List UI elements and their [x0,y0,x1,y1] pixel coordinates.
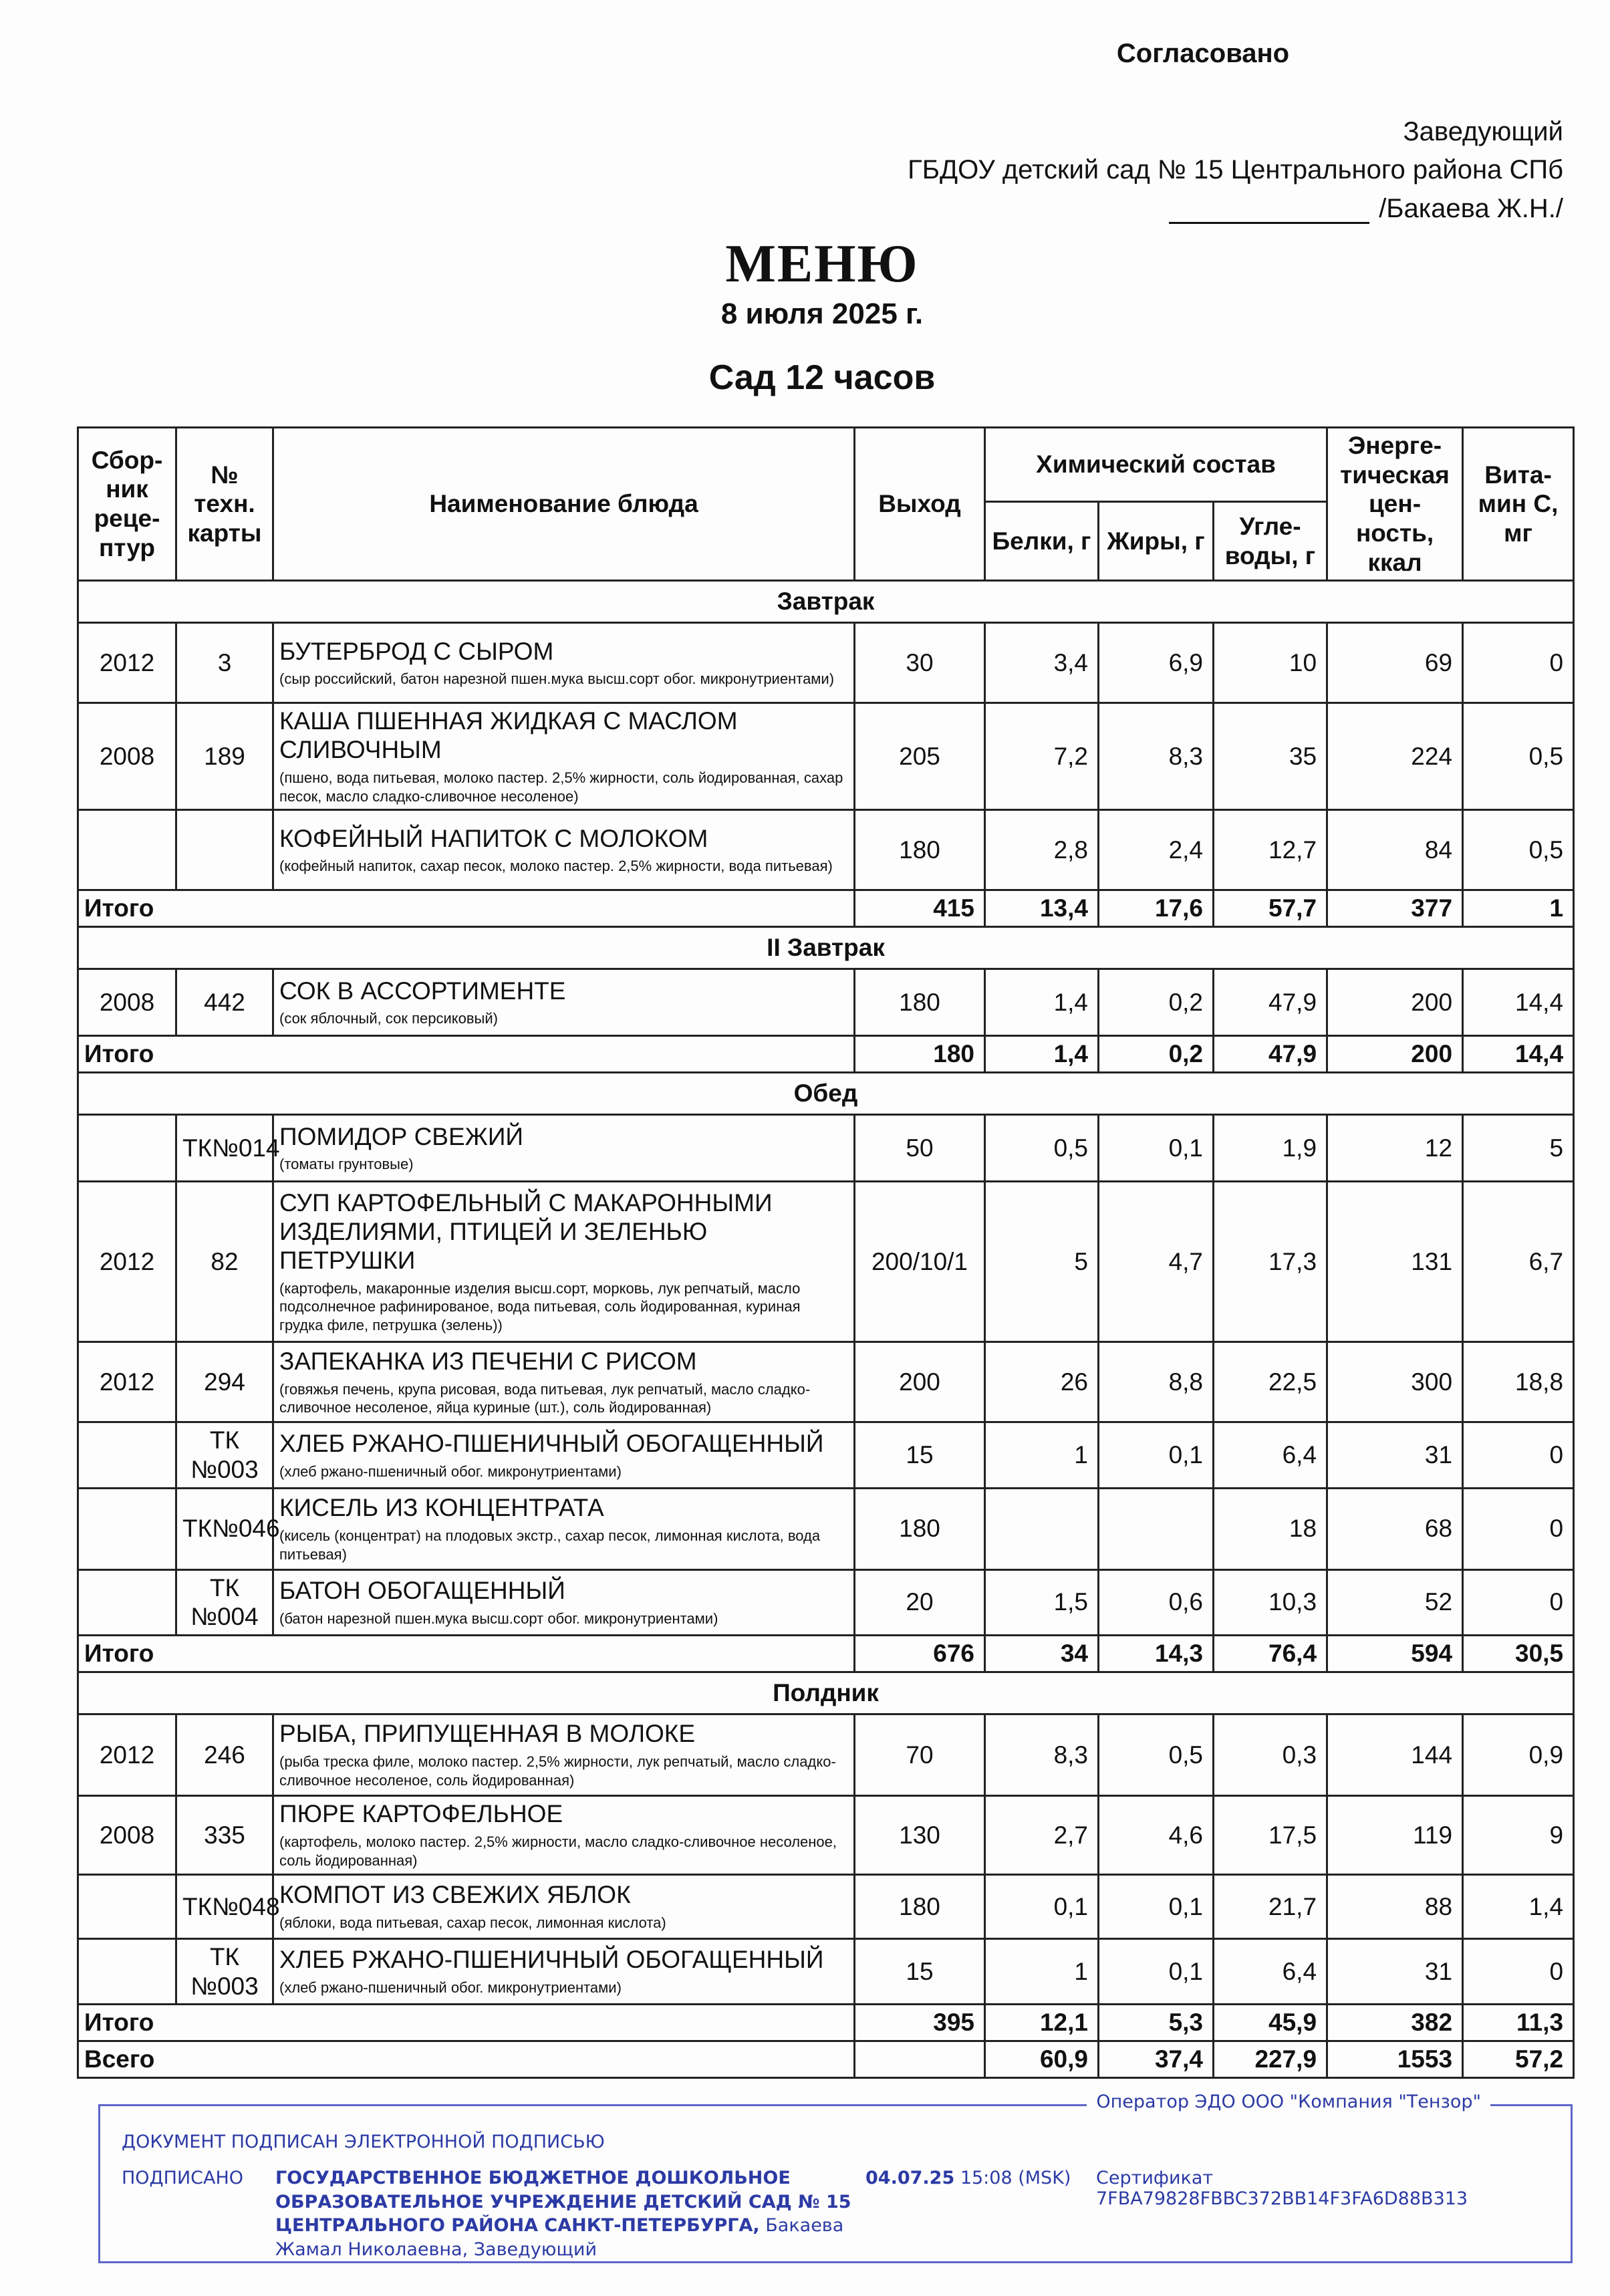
output-cell: 200/10/1 [855,1182,985,1342]
stamp-date-value: 04.07.25 [865,2168,955,2188]
vitc-cell: 1,4 [1463,1874,1574,1938]
card-cell: 189 [176,703,273,810]
dish-cell [273,1938,855,2004]
dish-name: СУП КАРТОФЕЛЬНЫЙ С МАКАРОННЫМИ ИЗДЕЛИЯМИ, ПТИЦЕЙ И ЗЕЛЕНЬЮ ПЕТРУШКИ [279,1189,773,1274]
stamp-operator: Оператор ЭДО ООО "Компания "Тензор" [1087,2091,1490,2112]
dish-ingredients: (томаты грунтовые) [279,1156,414,1173]
col-protein: Белки, г [985,502,1099,581]
dish-cell [273,1488,855,1569]
output-cell: 180 [855,969,985,1036]
collection-cell: 2012 [78,623,176,703]
grand-total-protein: 60,9 [985,2041,1099,2078]
dish-row [78,1795,1574,1874]
protein-cell: 7,2 [985,703,1099,810]
collection-cell: 2008 [78,1795,176,1874]
fat-cell: 2,4 [1099,810,1214,890]
total-row [78,2005,1574,2041]
col-output: Выход [855,428,985,581]
carbs-cell: 12,7 [1214,810,1327,890]
vitc-cell: 0 [1463,623,1574,703]
col-energy: Энерге-тическая цен-ность, ккал [1327,428,1463,581]
energy-cell: 52 [1327,1569,1463,1635]
dish-ingredients: (хлеб ржано-пшеничный обог. микронутриентами) [279,1979,622,1997]
stamp-signed-label: ПОДПИСАНО [122,2168,244,2188]
menu-body [78,581,1574,2078]
vitc-cell: 14,4 [1463,969,1574,1036]
fat-cell: 0,1 [1099,1874,1214,1938]
total-output: 415 [855,890,985,927]
col-card: № техн. карты [176,428,273,581]
dish-ingredients: (сыр российский, батон нарезной пшен.мука высш.сорт обог. микронутриентами) [279,670,835,688]
energy-cell: 88 [1327,1874,1463,1938]
head-organization: ГБДОУ детский сад № 15 Центрального района СПб [908,155,1563,184]
protein-cell: 5 [985,1182,1099,1342]
protein-cell: 1,5 [985,1569,1099,1635]
total-vitc: 11,3 [1463,2005,1574,2041]
carbs-cell: 10,3 [1214,1569,1327,1635]
fat-cell: 0,2 [1099,969,1214,1036]
total-protein: 1,4 [985,1036,1099,1073]
approved-label: Согласовано [1116,39,1290,68]
energy-cell: 84 [1327,810,1463,890]
dish-row [78,1342,1574,1422]
fat-cell: 0,6 [1099,1569,1214,1635]
protein-cell: 1 [985,1938,1099,2004]
carbs-cell: 10 [1214,623,1327,703]
dish-row [78,969,1574,1036]
protein-cell: 0,1 [985,1874,1099,1938]
vitc-cell: 0 [1463,1422,1574,1488]
collection-cell [78,1115,176,1182]
total-label: Итого [78,1635,855,1672]
total-energy: 382 [1327,2005,1463,2041]
carbs-cell: 1,9 [1214,1115,1327,1182]
energy-cell: 31 [1327,1938,1463,2004]
carbs-cell: 18 [1214,1488,1327,1569]
energy-cell: 144 [1327,1714,1463,1795]
dish-row [78,1938,1574,2004]
dish-name: БАТОН ОБОГАЩЕННЫЙ [279,1577,565,1605]
carbs-cell: 17,5 [1214,1795,1327,1874]
col-fat: Жиры, г [1099,502,1214,581]
dish-name: ХЛЕБ РЖАНО-ПШЕНИЧНЫЙ ОБОГАЩЕННЫЙ [279,1429,824,1457]
dish-cell [273,1874,855,1938]
section-row [78,927,1574,969]
dish-ingredients: (рыба треска филе, молоко пастер. 2,5% жирности, лук репчатый, масло сладко-сливочное несоленое, соль йодированная) [279,1753,836,1789]
stamp-time: 15:08 (MSK) [960,2168,1071,2188]
card-cell: ТК№048 [176,1874,273,1938]
fat-cell: 4,6 [1099,1795,1214,1874]
collection-cell: 2012 [78,1182,176,1342]
stamp-date [865,2168,1071,2188]
total-row [78,890,1574,927]
carbs-cell: 35 [1214,703,1327,810]
fat-cell [1099,1488,1214,1569]
dish-cell [273,623,855,703]
section-title: Завтрак [78,581,1574,623]
col-chem: Химический состав [985,428,1327,502]
carbs-cell: 6,4 [1214,1938,1327,2004]
total-protein: 34 [985,1635,1099,1672]
dish-ingredients: (сок яблочный, сок персиковый) [279,1010,498,1027]
output-cell: 15 [855,1422,985,1488]
dish-ingredients: (кисель (концентрат) на плодовых экстр., сахар песок, лимонная кислота, вода питьевая) [279,1527,821,1563]
collection-cell: 2008 [78,969,176,1036]
energy-cell: 68 [1327,1488,1463,1569]
section-row [78,1672,1574,1714]
card-cell: 3 [176,623,273,703]
dish-row [78,623,1574,703]
grand-total-label: Всего [78,2041,855,2078]
dish-ingredients: (картофель, макаронные изделия высш.сорт, морковь, лук репчатый, масло подсолнечное рафинированое, вода питьевая, соль йодированная, куриная грудка филе, петрушка (зелень)) [279,1279,801,1333]
energy-cell: 12 [1327,1115,1463,1182]
dish-row [78,1488,1574,1569]
carbs-cell: 22,5 [1214,1342,1327,1422]
carbs-cell: 21,7 [1214,1874,1327,1938]
total-energy: 594 [1327,1635,1463,1672]
collection-cell [78,1422,176,1488]
menu-table [77,426,1575,2079]
total-carbs: 57,7 [1214,890,1327,927]
fat-cell: 8,8 [1099,1342,1214,1422]
collection-cell: 2008 [78,703,176,810]
stamp-certificate: Сертификат 7FBA79828FBBC372BB14F3FA6D88B313 [1096,2168,1468,2209]
section-row [78,1073,1574,1115]
energy-cell: 200 [1327,969,1463,1036]
dish-cell [273,1342,855,1422]
total-vitc: 30,5 [1463,1635,1574,1672]
grand-total-output [855,2041,985,2078]
energy-cell: 31 [1327,1422,1463,1488]
output-cell: 70 [855,1714,985,1795]
menu-title: МЕНЮ [725,235,919,293]
dish-cell [273,969,855,1036]
protein-cell: 1,4 [985,969,1099,1036]
grand-total-vitc: 57,2 [1463,2041,1574,2078]
grand-total-fat: 37,4 [1099,2041,1214,2078]
card-cell: 294 [176,1342,273,1422]
total-label: Итого [78,2005,855,2041]
total-output: 395 [855,2005,985,2041]
protein-cell: 2,7 [985,1795,1099,1874]
dish-cell [273,810,855,890]
output-cell: 200 [855,1342,985,1422]
dish-row [78,1182,1574,1342]
carbs-cell: 47,9 [1214,969,1327,1036]
card-cell: ТК№014 [176,1115,273,1182]
vitc-cell: 0 [1463,1569,1574,1635]
protein-cell: 8,3 [985,1714,1099,1795]
output-cell: 180 [855,810,985,890]
dish-ingredients: (картофель, молоко пастер. 2,5% жирности, масло сладко-сливочное несоленое, соль йодированная) [279,1833,837,1869]
dish-cell [273,1569,855,1635]
vitc-cell: 9 [1463,1795,1574,1874]
dish-name: ПЮРЕ КАРТОФЕЛЬНОЕ [279,1800,563,1828]
head-signature [1169,194,1563,224]
dish-name: КОМПОТ ИЗ СВЕЖИХ ЯБЛОК [279,1881,631,1909]
section-title: Обед [78,1073,1574,1115]
carbs-cell: 17,3 [1214,1182,1327,1342]
total-output: 180 [855,1036,985,1073]
total-fat: 5,3 [1099,2005,1214,2041]
dish-cell [273,1795,855,1874]
total-fat: 17,6 [1099,890,1214,927]
section-row [78,581,1574,623]
dish-ingredients: (яблоки, вода питьевая, сахар песок, лимонная кислота) [279,1914,666,1932]
dish-name: БУТЕРБРОД С СЫРОМ [279,637,554,665]
fat-cell: 0,5 [1099,1714,1214,1795]
stamp-signer: Бакаева Жамал Николаевна, Заведующий [275,2215,844,2260]
dish-row [78,1714,1574,1795]
vitc-cell: 0,5 [1463,810,1574,890]
output-cell: 130 [855,1795,985,1874]
card-cell: 246 [176,1714,273,1795]
fat-cell: 4,7 [1099,1182,1214,1342]
energy-cell: 300 [1327,1342,1463,1422]
dish-cell [273,1115,855,1182]
vitc-cell: 18,8 [1463,1342,1574,1422]
total-carbs: 47,9 [1214,1036,1327,1073]
signature-line [1169,195,1369,224]
card-cell: 335 [176,1795,273,1874]
stamp-organization [275,2166,863,2262]
head-position: Заведующий [1403,117,1563,146]
collection-cell: 2012 [78,1714,176,1795]
dish-name: СОК В АССОРТИМЕНТЕ [279,977,566,1005]
energy-cell: 119 [1327,1795,1463,1874]
dish-ingredients: (батон нарезной пшен.мука высш.сорт обог. микронутриентами) [279,1610,718,1627]
stamp-org-name: ГОСУДАРСТВЕННОЕ БЮДЖЕТНОЕ ДОШКОЛЬНОЕ ОБРАЗОВАТЕЛЬНОЕ УЧРЕЖДЕНИЕ ДЕТСКИЙ САД № 15 ЦЕНТРАЛЬНОГО РАЙОНА САНКТ-ПЕТЕРБУРГА, [275,2168,851,2237]
total-fat: 0,2 [1099,1036,1214,1073]
carbs-cell: 6,4 [1214,1422,1327,1488]
dish-ingredients: (пшено, вода питьевая, молоко пастер. 2,5% жирности, соль йодированная, сахар песок, масло сладко-сливочное несоленое) [279,769,843,805]
grand-total-carbs: 227,9 [1214,2041,1327,2078]
output-cell: 20 [855,1569,985,1635]
total-vitc: 14,4 [1463,1036,1574,1073]
col-vitc: Вита-мин С, мг [1463,428,1574,581]
fat-cell: 8,3 [1099,703,1214,810]
dish-cell [273,703,855,810]
dish-name: РЫБА, ПРИПУЩЕННАЯ В МОЛОКЕ [279,1720,696,1748]
dish-name: КИСЕЛЬ ИЗ КОНЦЕНТРАТА [279,1494,604,1522]
collection-cell [78,1938,176,2004]
card-cell: ТК№046 [176,1488,273,1569]
output-cell: 15 [855,1938,985,2004]
collection-cell [78,1569,176,1635]
col-dish: Наименование блюда [273,428,855,581]
total-protein: 12,1 [985,2005,1099,2041]
energy-cell: 69 [1327,623,1463,703]
total-row [78,1635,1574,1672]
collection-cell [78,1874,176,1938]
dish-ingredients: (кофейный напиток, сахар песок, молоко пастер. 2,5% жирности, вода питьевая) [279,858,833,875]
dish-name: КОФЕЙНЫЙ НАПИТОК С МОЛОКОМ [279,824,708,852]
fat-cell: 6,9 [1099,623,1214,703]
stamp-heading: ДОКУМЕНТ ПОДПИСАН ЭЛЕКТРОННОЙ ПОДПИСЬЮ [122,2132,605,2152]
protein-cell: 26 [985,1342,1099,1422]
protein-cell: 1 [985,1422,1099,1488]
menu-date: 8 июля 2025 г. [720,297,924,330]
fat-cell: 0,1 [1099,1938,1214,2004]
section-title: II Завтрак [78,927,1574,969]
dish-row [78,1569,1574,1635]
total-label: Итого [78,1036,855,1073]
dish-row [78,810,1574,890]
output-cell: 205 [855,703,985,810]
collection-cell [78,1488,176,1569]
dish-row [78,1874,1574,1938]
menu-subtitle: Сад 12 часов [708,358,936,397]
vitc-cell: 0,9 [1463,1714,1574,1795]
vitc-cell: 0 [1463,1938,1574,2004]
collection-cell [78,810,176,890]
dish-ingredients: (говяжья печень, крупа рисовая, вода питьевая, лук репчатый, масло сладко-сливочное несоленое, яйца куриные (шт.), соль йодированная) [279,1380,811,1416]
col-carbs: Угле-воды, г [1214,502,1327,581]
output-cell: 180 [855,1874,985,1938]
carbs-cell: 0,3 [1214,1714,1327,1795]
fat-cell: 0,1 [1099,1115,1214,1182]
protein-cell: 0,5 [985,1115,1099,1182]
dish-name: ХЛЕБ РЖАНО-ПШЕНИЧНЫЙ ОБОГАЩЕННЫЙ [279,1946,824,1974]
card-cell: 442 [176,969,273,1036]
collection-cell: 2012 [78,1342,176,1422]
total-carbs: 45,9 [1214,2005,1327,2041]
dish-row [78,1422,1574,1488]
vitc-cell: 0 [1463,1488,1574,1569]
output-cell: 50 [855,1115,985,1182]
e-signature-stamp [98,2091,1573,2263]
card-cell: ТК №004 [176,1569,273,1635]
total-protein: 13,4 [985,890,1099,927]
dish-name: ПОМИДОР СВЕЖИЙ [279,1122,524,1150]
output-cell: 30 [855,623,985,703]
grand-total-row [78,2041,1574,2078]
dish-cell [273,1422,855,1488]
vitc-cell: 6,7 [1463,1182,1574,1342]
dish-row [78,1115,1574,1182]
dish-name: ЗАПЕКАНКА ИЗ ПЕЧЕНИ С РИСОМ [279,1347,697,1375]
energy-cell: 131 [1327,1182,1463,1342]
total-label: Итого [78,890,855,927]
head-signature-name: /Бакаева Ж.Н./ [1379,194,1563,223]
card-cell: 82 [176,1182,273,1342]
dish-row [78,703,1574,810]
energy-cell: 224 [1327,703,1463,810]
protein-cell [985,1488,1099,1569]
total-carbs: 76,4 [1214,1635,1327,1672]
output-cell: 180 [855,1488,985,1569]
col-collection: Сбор-ник реце-птур [78,428,176,581]
total-output: 676 [855,1635,985,1672]
total-vitc: 1 [1463,890,1574,927]
dish-cell [273,1714,855,1795]
dish-cell [273,1182,855,1342]
total-energy: 377 [1327,890,1463,927]
grand-total-energy: 1553 [1327,2041,1463,2078]
card-cell: ТК №003 [176,1422,273,1488]
total-fat: 14,3 [1099,1635,1214,1672]
vitc-cell: 0,5 [1463,703,1574,810]
fat-cell: 0,1 [1099,1422,1214,1488]
total-row [78,1036,1574,1073]
total-energy: 200 [1327,1036,1463,1073]
protein-cell: 2,8 [985,810,1099,890]
dish-name: КАША ПШЕННАЯ ЖИДКАЯ С МАСЛОМ СЛИВОЧНЫМ [279,707,738,764]
dish-ingredients: (хлеб ржано-пшеничный обог. микронутриентами) [279,1462,622,1480]
section-title: Полдник [78,1672,1574,1714]
card-cell [176,810,273,890]
vitc-cell: 5 [1463,1115,1574,1182]
card-cell: ТК №003 [176,1938,273,2004]
protein-cell: 3,4 [985,623,1099,703]
